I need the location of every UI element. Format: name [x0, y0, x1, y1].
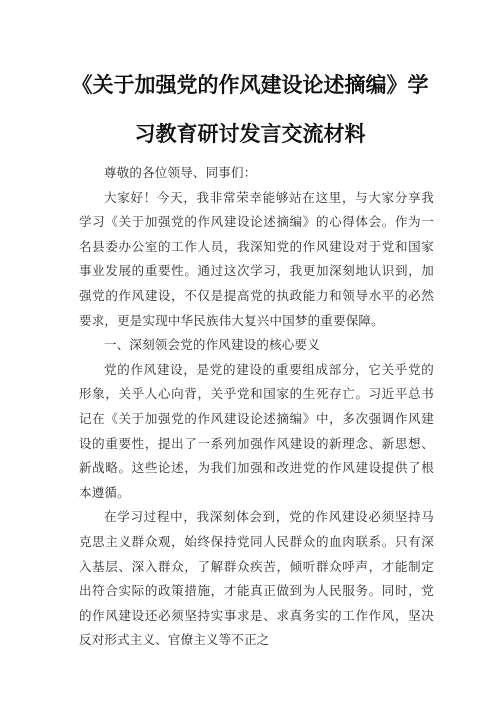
paragraph-core-meaning: 党的作风建设，是党的建设的重要组成部分，它关乎党的形象，关乎人心向背，关乎党和国家的生死存亡。习近平总书记在《关于加强党的作风建设论述摘编》中，多次强调作风建设的重要性，提出了一系列加强作风建设的新理念、新思想、新战略。这些论述，为我们加强和改进党的作风建设提供了根本遵循。 [79, 361, 434, 500]
document-title-line-1: 《关于加强党的作风建设论述摘编》学 [71, 73, 429, 97]
paragraph-learning: 在学习过程中，我深刻体会到，党的作风建设必须坚持马克思主义群众观，始终保持党同人民群众的血肉联系。只有深入基层、深入群众，了解群众疾苦，倾听群众呼声，才能制定出符合实际的政策措施，才能真正做到为人民服务。同时，党的作风建设还必须坚持实事求是、求真务实的工作作风，坚决反对形式主义、官僚主义等不正之 [79, 509, 434, 648]
section-heading-1: 一、深刻领会党的作风建设的核心要义 [104, 337, 320, 353]
paragraph-intro: 大家好！今天，我非常荣幸能够站在这里，与大家分享我学习《关于加强党的作风建设论述摘编》的心得体会。作为一名县委办公室的工作人员，我深知党的作风建设对于党和国家事业发展的重要性。通过这次学习，我更加深刻地认识到，加强党的作风建设，不仅是提高党的执政能力和领导水平的必然要求，更是实现中华民族伟大复兴中国梦的重要保障。 [79, 189, 434, 328]
salutation: 尊敬的各位领导、同事们： [104, 165, 257, 180]
document-title-line-2: 习教育研讨发言交流材料 [134, 122, 366, 146]
document-body [79, 161, 434, 653]
